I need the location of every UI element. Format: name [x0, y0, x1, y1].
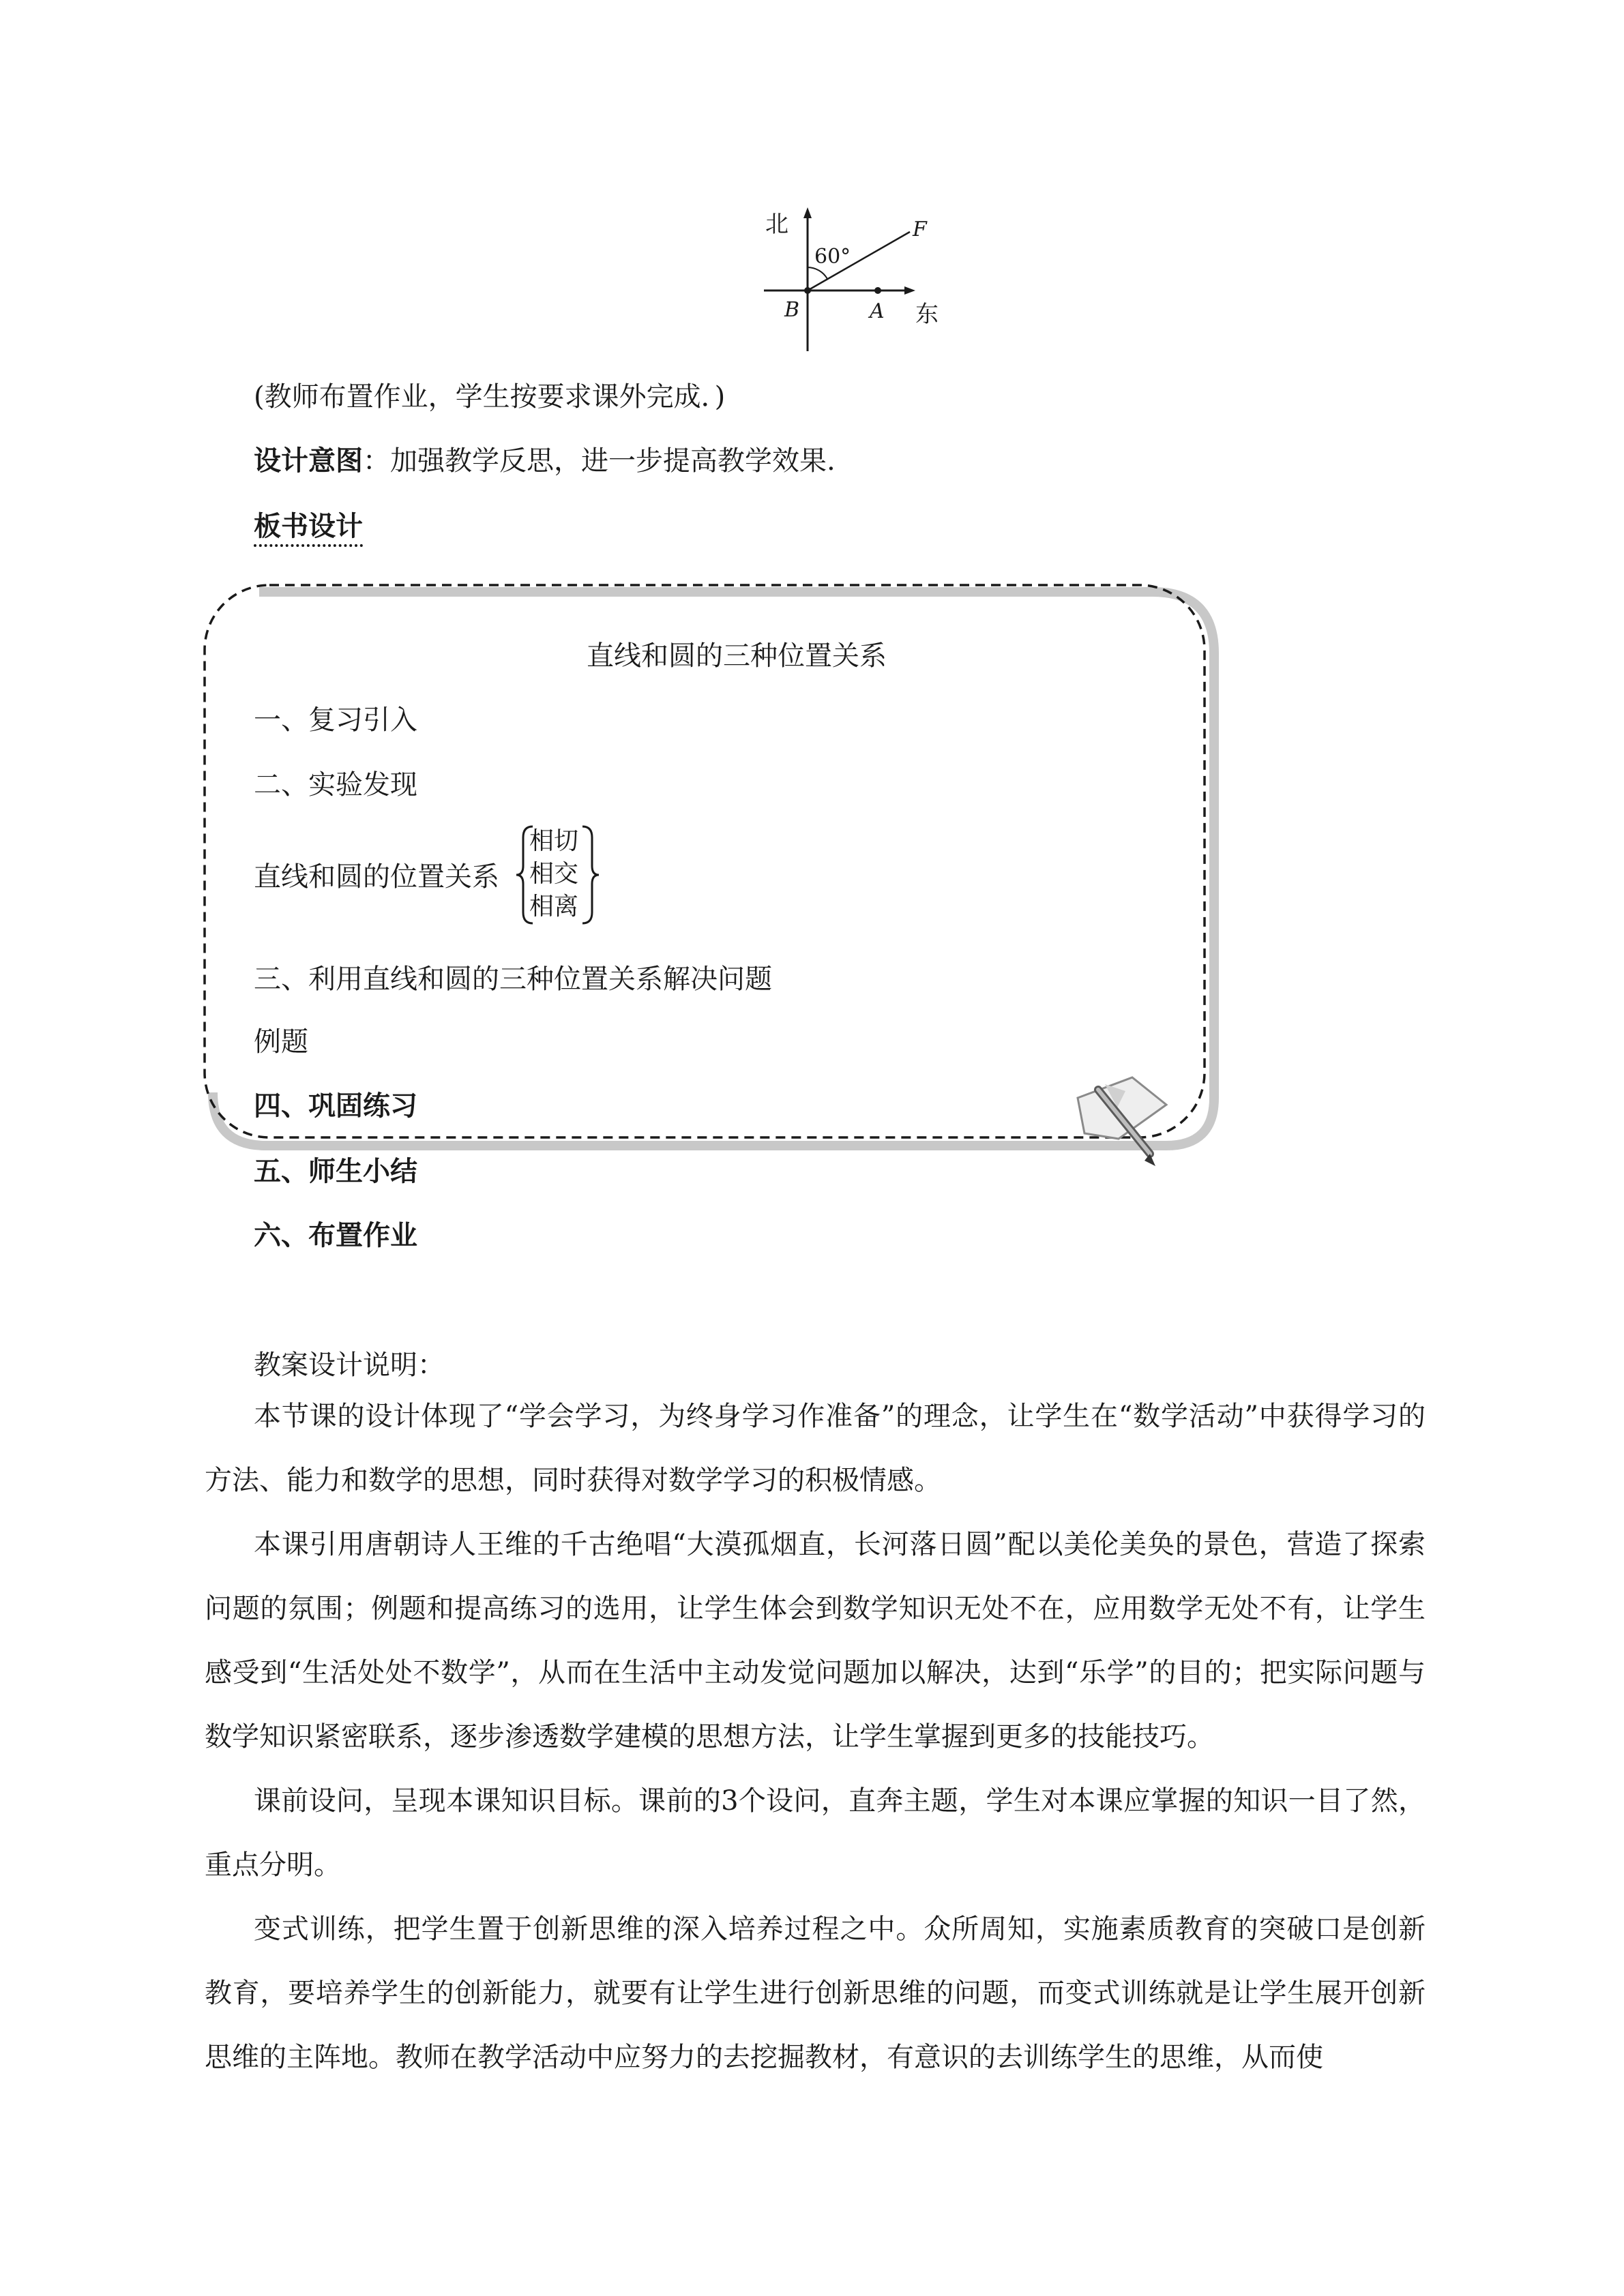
- design-intent-text: ：加强教学反思，进一步提高教学效果.: [363, 445, 836, 477]
- relation-tangent: 相切: [529, 827, 579, 855]
- paragraph: 本节课的设计体现了“学会学习，为终身学习作准备”的理念，让学生在“数学活动”中获得学习的方法、能力和数学的思想，同时获得对数学学习的积极情感。: [205, 1401, 1426, 1496]
- paragraph: 变式训练，把学生置于创新思维的深入培养过程之中。众所周知，实施素质教育的突破口是创新教育，要培养学生的创新能力，就要有让学生进行创新思维的问题，而变式训练就是让学生展开创新思维的主阵地。教师在教学活动中应努力的去挖掘教材，有意识的去训练学生的思维，从而使: [205, 1913, 1426, 2073]
- board-item-review: 一、复习引入: [254, 704, 417, 736]
- point-f-label: F: [913, 218, 927, 241]
- right-brace: [580, 824, 600, 926]
- paper-pencil-icon: [1078, 1077, 1166, 1166]
- east-arrow-icon: [904, 286, 915, 295]
- north-arrow-icon: [803, 207, 812, 218]
- board-item-experiment: 二、实验发现: [254, 769, 417, 801]
- compass-diagram: [764, 205, 955, 355]
- relation-intersect: 相交: [529, 860, 579, 888]
- homework-note: (教师布置作业，学生按要求课外完成．): [254, 381, 726, 413]
- paragraph: 本课引用唐朝诗人王维的千古绝唱“大漠孤烟直，长河落日圆”配以美伦美奂的景色，营造了探索问题的氛围；例题和提高练习的选用，让学生体会到数学知识无处不在，应用数学无处不有，让学生感受到“生活处处不数学”，从而在生活中主动发觉问题加以解决，达到“乐学”的目的；把实际问题与数学知识紧密联系，逐步渗透数学建模的思想方法，让学生掌握到更多的技能技巧。: [205, 1529, 1426, 1753]
- angle-arc: [808, 267, 827, 279]
- board-title: 直线和圆的三种位置关系: [587, 640, 887, 672]
- point-b-dot: [804, 287, 811, 294]
- summary-item: 五、师生小结: [254, 1156, 417, 1187]
- board-design-heading: 板书设计: [254, 510, 363, 547]
- east-label: 东: [915, 301, 939, 328]
- board-item-example: 例题: [254, 1026, 308, 1058]
- homework-item: 六、布置作业: [254, 1220, 417, 1251]
- point-a-label: A: [870, 299, 885, 323]
- explanation-title: 教案设计说明：: [254, 1350, 445, 1381]
- north-label: 北: [765, 211, 788, 238]
- point-b-label: B: [784, 298, 800, 322]
- design-intent: [254, 445, 836, 477]
- board-relation-label: 直线和圆的位置关系: [254, 861, 499, 893]
- paragraph: 课前设问，呈现本课知识目标。课前的3个设问，直奔主题，学生对本课应掌握的知识一目了然，重点分明。: [205, 1785, 1426, 1881]
- point-a-dot: [874, 287, 881, 294]
- board-item-solve: 三、利用直线和圆的三种位置关系解决问题: [254, 964, 772, 995]
- board-item-practice: 四、巩固练习: [254, 1090, 417, 1122]
- explanation-body: [205, 1384, 1426, 2089]
- angle-label: 60°: [814, 245, 851, 269]
- design-intent-label: 设计意图: [254, 445, 363, 477]
- relation-separate: 相离: [529, 893, 579, 921]
